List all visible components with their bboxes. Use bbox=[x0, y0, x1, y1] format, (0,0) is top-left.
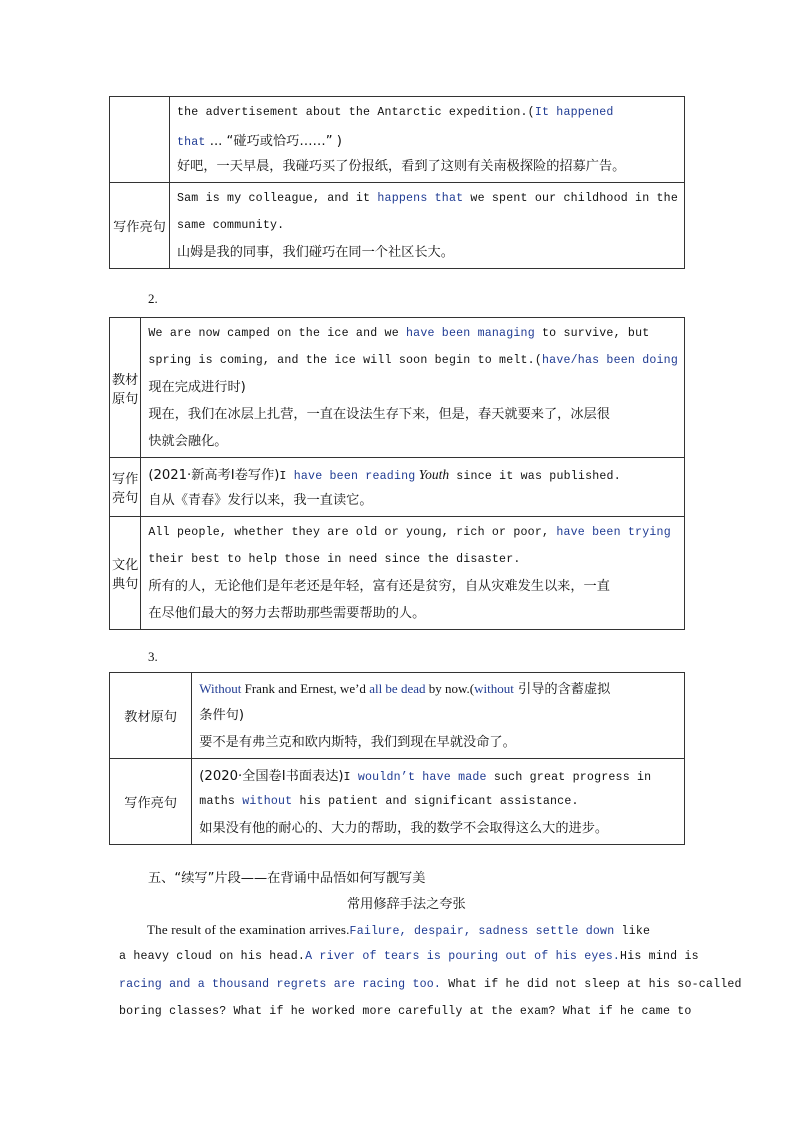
en-text: to survive, but bbox=[534, 327, 650, 340]
highlight-phrase: have been reading bbox=[293, 470, 416, 483]
row-label-empty bbox=[110, 97, 170, 183]
book-title: Youth bbox=[415, 467, 450, 482]
writing-paragraph bbox=[119, 916, 742, 1025]
highlight-phrase: A river of tears is pouring out of his eyes. bbox=[305, 950, 621, 964]
row-label: 教材原句 bbox=[110, 673, 192, 759]
paragraph-text: What if he did not sleep at his so-called bbox=[441, 977, 742, 991]
en-text: Sam is my colleague, and it bbox=[176, 192, 378, 205]
en-text: such great progress in bbox=[486, 771, 652, 784]
highlight-phrase: happens that bbox=[377, 192, 464, 205]
cn-translation: 自从《青春》发行以来，我一直读它。 bbox=[148, 493, 373, 508]
cn-translation: 要不是有弗兰克和欧内斯特，我们到现在早就没命了。 bbox=[199, 735, 516, 750]
row-label: 文化典句 bbox=[110, 517, 141, 630]
en-text: I bbox=[343, 771, 358, 784]
table-row bbox=[110, 183, 685, 269]
cn-translation: 好吧，一天早晨，我碰巧买了份报纸，看到了这则有关南极探险的招募广告。 bbox=[176, 159, 626, 174]
highlight-phrase: It happened bbox=[534, 106, 614, 119]
cn-translation: 现在，我们在冰层上扎营，一直在设法生存下来，但是，春天就要来了，冰层很 bbox=[148, 407, 610, 422]
paragraph-text: like bbox=[614, 925, 651, 938]
highlight-phrase: have/has been doing bbox=[542, 354, 678, 367]
highlight-phrase: racing and a thousand regrets are racing too. bbox=[119, 977, 442, 991]
cn-translation: 在尽他们最大的努力去帮助那些需要帮助的人。 bbox=[148, 606, 426, 621]
source-tag: (2021·新高考Ⅰ卷写作) bbox=[148, 468, 280, 483]
paragraph-text: boring classes? What if he worked more carefully at the exam? What if he came to bbox=[119, 1004, 692, 1018]
table-1-row-2-text bbox=[169, 183, 684, 269]
table-2 bbox=[109, 317, 685, 630]
en-text: I bbox=[279, 470, 294, 483]
cn-translation: 如果没有他的耐心的、大力的帮助，我的数学不会取得这么大的进步。 bbox=[199, 821, 609, 836]
en-text: since it was published. bbox=[449, 470, 621, 483]
table-row bbox=[110, 458, 685, 517]
en-text: his patient and significant assistance. bbox=[292, 795, 579, 808]
source-tag: (2020·全国卷Ⅰ书面表达) bbox=[199, 769, 344, 784]
cn-translation: 所有的人，无论他们是年老还是年轻，富有还是贫穷，自从灾难发生以来，一直 bbox=[148, 579, 610, 594]
table-2-row-2-text bbox=[141, 458, 685, 517]
table-2-row-3-text bbox=[141, 517, 685, 630]
note-text: ... “碰巧或恰巧……” ) bbox=[205, 134, 342, 149]
en-text: spring is coming, and the ice will soon begin to melt.( bbox=[148, 354, 542, 367]
highlight-phrase: have been trying bbox=[556, 526, 671, 539]
table-2-row-1-text bbox=[141, 318, 685, 458]
table-3 bbox=[109, 672, 685, 845]
table-row bbox=[110, 318, 685, 458]
paragraph-text: a heavy cloud on his head. bbox=[119, 950, 306, 964]
note-text: 现在完成进行时) bbox=[148, 380, 246, 395]
table-1 bbox=[109, 96, 685, 269]
highlight-phrase: without bbox=[242, 795, 293, 808]
section-heading: 五、“续写”片段——在背诵中品悟如何写靓写美 bbox=[148, 871, 426, 886]
en-text: We are now camped on the ice and we bbox=[148, 327, 407, 340]
en-text: All people, whether they are old or young, rich or poor, bbox=[148, 526, 557, 539]
note-text: 引导的含蓄虚拟 bbox=[513, 682, 611, 697]
en-text: Frank and Ernest, we’d bbox=[241, 681, 370, 696]
table-row bbox=[110, 759, 685, 845]
en-text: maths bbox=[199, 795, 243, 808]
table-row bbox=[110, 673, 685, 759]
table-3-row-2-text bbox=[192, 759, 685, 845]
en-text: their best to help those in need since the disaster. bbox=[148, 553, 521, 566]
table-1-row-1-text bbox=[169, 97, 684, 183]
paragraph-text: The result of the examination arrives. bbox=[147, 922, 350, 937]
highlight-phrase: have been managing bbox=[406, 327, 535, 340]
highlight-phrase: all be dead bbox=[369, 681, 426, 696]
section-subheading: 常用修辞手法之夸张 bbox=[347, 897, 466, 912]
row-label: 写作亮句 bbox=[110, 183, 170, 269]
en-text: we spent our childhood in the bbox=[463, 192, 678, 205]
cn-translation: 快就会融化。 bbox=[148, 434, 228, 449]
table-3-row-1-text bbox=[192, 673, 685, 759]
highlight-phrase: that bbox=[176, 136, 206, 149]
en-text: the advertisement about the Antarctic expedition.( bbox=[176, 106, 535, 119]
row-label: 教材原句 bbox=[110, 318, 141, 458]
highlight-phrase: Without bbox=[199, 681, 242, 696]
section-number: 2. bbox=[148, 291, 158, 306]
section-number: 3. bbox=[148, 649, 158, 664]
row-label: 写作亮句 bbox=[110, 759, 192, 845]
table-row bbox=[110, 97, 685, 183]
en-text: same community. bbox=[176, 219, 285, 232]
table-row bbox=[110, 517, 685, 630]
highlight-phrase: wouldn’t have made bbox=[357, 771, 487, 784]
highlight-phrase: without bbox=[474, 681, 514, 696]
en-text: by now.( bbox=[425, 681, 475, 696]
highlight-phrase: Failure, despair, sadness settle down bbox=[349, 925, 615, 938]
cn-translation: 山姆是我的同事，我们碰巧在同一个社区长大。 bbox=[176, 245, 454, 260]
note-text: 条件句) bbox=[199, 708, 244, 723]
row-label: 写作亮句 bbox=[110, 458, 141, 517]
paragraph-text: His mind is bbox=[620, 950, 699, 964]
